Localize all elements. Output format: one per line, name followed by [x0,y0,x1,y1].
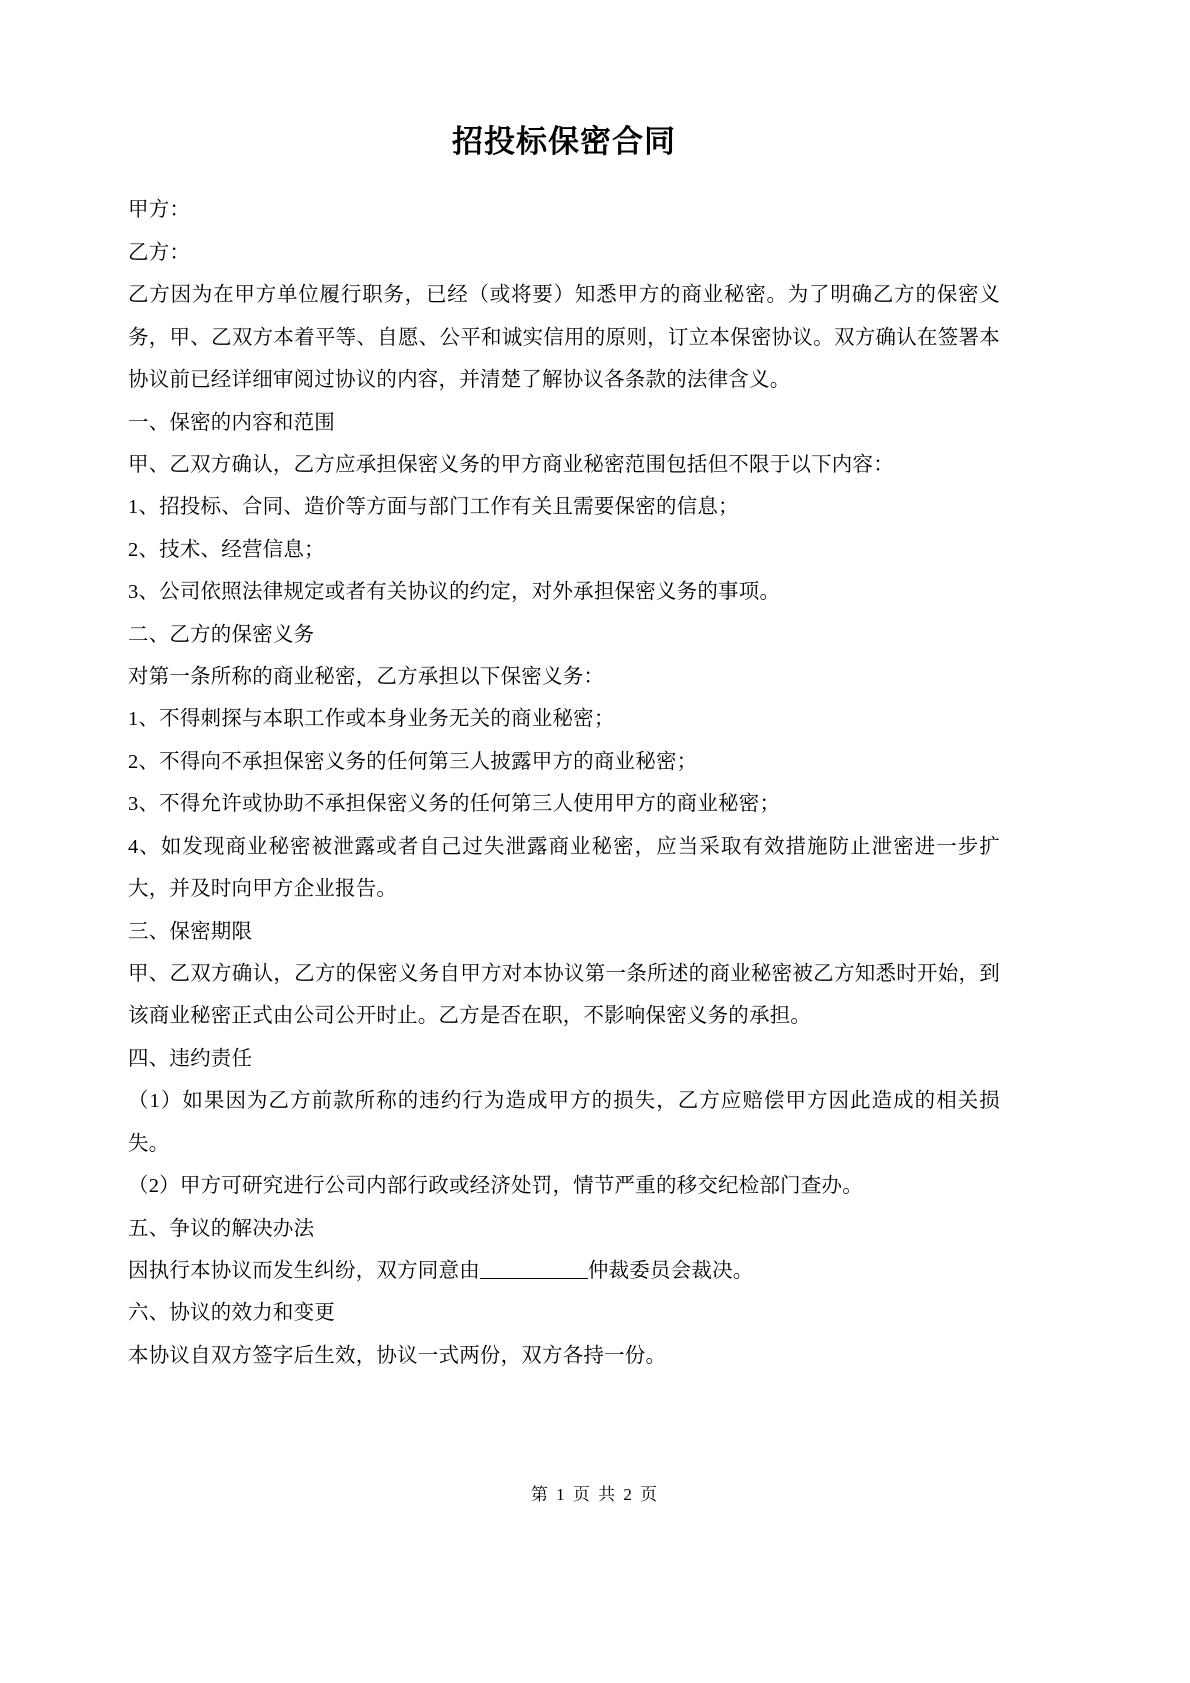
section-heading-three: 三、保密期限 [128,920,253,943]
paragraph-liability-2: （2）甲方可研究进行公司内部行政或经济处罚，情节严重的移交纪检部门查办。 [128,1175,863,1198]
list-item-scope-1: 1、招投标、合同、造价等方面与部门工作有关且需要保密的信息； [128,496,739,519]
page-footer: 第 1 页 共 2 页 [530,1485,660,1504]
section-heading-two: 二、乙方的保密义务 [128,623,315,646]
page-title: 招投标保密合同 [452,124,676,159]
paragraph-effectiveness: 本协议自双方签字后生效，协议一式两份，双方各持一份。 [128,1344,667,1367]
paragraph-party-a: 甲方： [128,199,191,222]
list-item-duty-2: 2、不得向不承担保密义务的任何第三人披露甲方的商业秘密； [128,750,698,773]
paragraph-term: 甲、乙双方确认，乙方的保密义务自甲方对本协议第一条所述的商业秘密被乙方知悉时开始，到该商业秘密正式由公司公开时止。乙方是否在职，不影响保密义务的承担。 [128,962,1000,1028]
arbitration-blank-field[interactable] [480,1257,588,1279]
section-heading-one: 一、保密的内容和范围 [128,411,335,434]
list-item-scope-3: 3、公司依照法律规定或者有关协议的约定，对外承担保密义务的事项。 [128,581,781,604]
list-item-scope-2: 2、技术、经营信息； [128,538,325,561]
dispute-text-before: 因执行本协议而发生纠纷，双方同意由 [128,1259,480,1282]
paragraph-party-b: 乙方： [128,241,191,264]
dispute-text-after: 仲裁委员会裁决。 [587,1259,754,1282]
list-item-duty-4: 4、如发现商业秘密被泄露或者自己过失泄露商业秘密，应当采取有效措施防止泄密进一步扩大，并及时向甲方企业报告。 [128,835,1000,901]
paragraph-liability-1: （1）如果因为乙方前款所称的违约行为造成甲方的损失，乙方应赔偿甲方因此造成的相关损失。 [128,1090,1000,1155]
list-item-duty-3: 3、不得允许或协助不承担保密义务的任何第三人使用甲方的商业秘密； [128,793,781,816]
section-heading-four: 四、违约责任 [128,1047,253,1070]
paragraph-preamble: 乙方因为在甲方单位履行职务，已经（或将要）知悉甲方的商业秘密。为了明确乙方的保密义务，甲、乙双方本着平等、自愿、公平和诚实信用的原则，订立本保密协议。双方确认在签署本协议前已经详细审阅过协议的内容，并清楚了解协议各条款的法律含义。 [128,284,1000,392]
section-heading-five: 五、争议的解决办法 [128,1217,315,1240]
list-item-duty-1: 1、不得刺探与本职工作或本身业务无关的商业秘密； [128,708,615,731]
paragraph-duties-intro: 对第一条所称的商业秘密，乙方承担以下保密义务： [128,666,605,689]
paragraph-scope-intro: 甲、乙双方确认，乙方应承担保密义务的甲方商业秘密范围包括但不限于以下内容： [128,453,894,476]
paragraph-dispute [128,1250,1000,1292]
document-body [128,120,1000,1377]
section-heading-six: 六、协议的效力和变更 [128,1302,335,1325]
